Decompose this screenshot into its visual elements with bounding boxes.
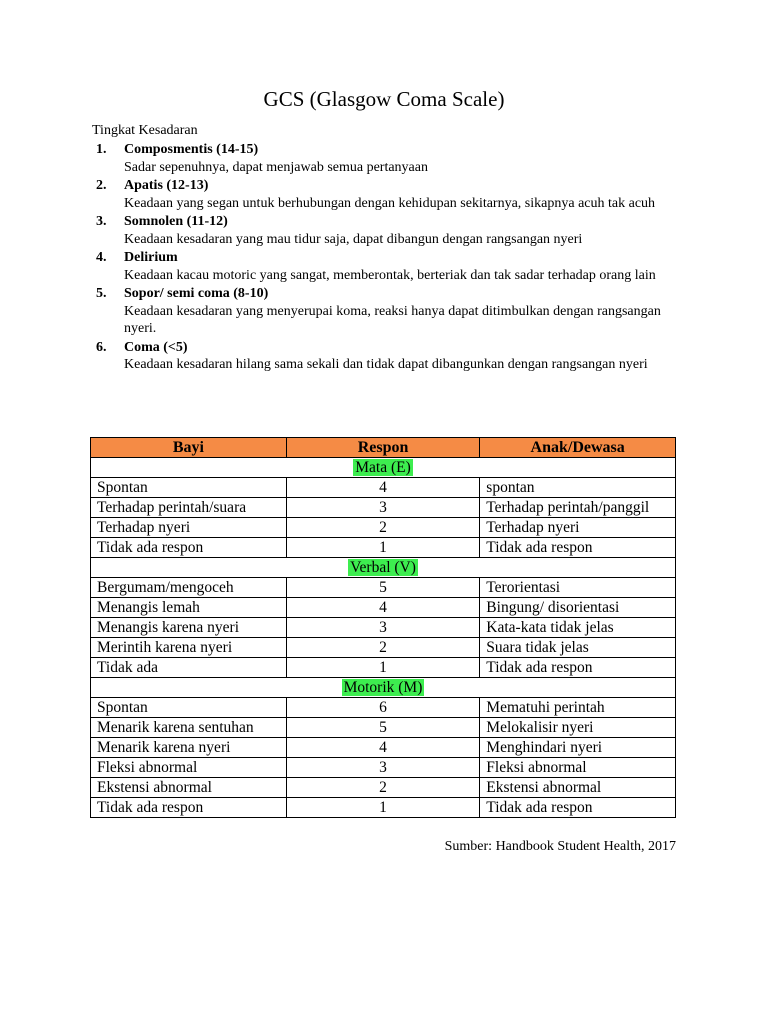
list-heading: Somnolen (11-12) bbox=[124, 214, 228, 229]
cell-bayi: Tidak ada respon bbox=[91, 538, 287, 558]
cell-anak-dewasa: Terhadap perintah/panggil bbox=[480, 498, 676, 518]
cell-bayi: Terhadap perintah/suara bbox=[91, 498, 287, 518]
list-number: 2. bbox=[96, 178, 107, 193]
list-item bbox=[92, 177, 682, 212]
gcs-table bbox=[90, 437, 676, 818]
cell-bayi: Spontan bbox=[91, 478, 287, 498]
cell-respon: 3 bbox=[286, 498, 479, 518]
table-row bbox=[91, 638, 676, 658]
page-title: GCS (Glasgow Coma Scale) bbox=[263, 87, 505, 111]
cell-anak-dewasa: Bingung/ disorientasi bbox=[480, 598, 676, 618]
source-citation: Sumber: Handbook Student Health, 2017 bbox=[444, 839, 676, 854]
category-row bbox=[91, 458, 676, 478]
cell-bayi: Tidak ada bbox=[91, 658, 287, 678]
list-item bbox=[92, 141, 682, 176]
cell-bayi: Tidak ada respon bbox=[91, 798, 287, 818]
cell-respon: 4 bbox=[286, 738, 479, 758]
list-heading: Sopor/ semi coma (8-10) bbox=[124, 286, 269, 301]
table-row bbox=[91, 598, 676, 618]
list-heading: Apatis (12-13) bbox=[124, 178, 209, 193]
cell-anak-dewasa: Tidak ada respon bbox=[480, 658, 676, 678]
cell-bayi: Menangis karena nyeri bbox=[91, 618, 287, 638]
list-description: Keadaan kesadaran yang mau tidur saja, dapat dibangun dengan rangsangan nyeri bbox=[124, 231, 583, 247]
list-description: Keadaan kesadaran yang menyerupai koma, reaksi hanya dapat ditimbulkan dengan rangsangan nyeri. bbox=[124, 303, 661, 336]
table-row bbox=[91, 578, 676, 598]
cell-respon: 1 bbox=[286, 798, 479, 818]
cell-anak-dewasa: Kata-kata tidak jelas bbox=[480, 618, 676, 638]
list-description: Sadar sepenuhnya, dapat menjawab semua pertanyaan bbox=[124, 159, 428, 175]
cell-respon: 2 bbox=[286, 638, 479, 658]
category-label: Mata (E) bbox=[355, 459, 411, 476]
table-row bbox=[91, 758, 676, 778]
category-label: Verbal (V) bbox=[350, 559, 416, 576]
list-description: Keadaan yang segan untuk berhubungan dengan kehidupan sekitarnya, sikapnya acuh tak acuh bbox=[124, 195, 656, 211]
list-heading: Delirium bbox=[124, 250, 178, 265]
cell-respon: 2 bbox=[286, 518, 479, 538]
list-heading: Composmentis (14-15) bbox=[124, 142, 259, 157]
category-row bbox=[91, 558, 676, 578]
cell-anak-dewasa: Suara tidak jelas bbox=[480, 638, 676, 658]
table-row bbox=[91, 738, 676, 758]
category-cell bbox=[91, 558, 676, 578]
cell-anak-dewasa: spontan bbox=[480, 478, 676, 498]
cell-anak-dewasa: Melokalisir nyeri bbox=[480, 718, 676, 738]
column-header-bayi: Bayi bbox=[91, 438, 287, 458]
cell-anak-dewasa: Fleksi abnormal bbox=[480, 758, 676, 778]
list-number: 1. bbox=[96, 142, 107, 157]
cell-bayi: Merintih karena nyeri bbox=[91, 638, 287, 658]
cell-respon: 3 bbox=[286, 758, 479, 778]
cell-anak-dewasa: Tidak ada respon bbox=[480, 798, 676, 818]
cell-anak-dewasa: Menghindari nyeri bbox=[480, 738, 676, 758]
list-description: Keadaan kacau motoric yang sangat, memberontak, berteriak dan tak sadar terhadap orang lain bbox=[124, 267, 656, 283]
cell-anak-dewasa: Ekstensi abnormal bbox=[480, 778, 676, 798]
cell-respon: 5 bbox=[286, 718, 479, 738]
section-intro: Tingkat Kesadaran bbox=[92, 123, 198, 138]
table-row bbox=[91, 618, 676, 638]
cell-bayi: Spontan bbox=[91, 698, 287, 718]
table-row bbox=[91, 538, 676, 558]
cell-respon: 1 bbox=[286, 538, 479, 558]
cell-anak-dewasa: Mematuhi perintah bbox=[480, 698, 676, 718]
table-row bbox=[91, 778, 676, 798]
list-number: 3. bbox=[96, 214, 107, 229]
category-cell bbox=[91, 678, 676, 698]
list-item bbox=[92, 339, 682, 374]
cell-respon: 4 bbox=[286, 598, 479, 618]
cell-respon: 4 bbox=[286, 478, 479, 498]
cell-respon: 2 bbox=[286, 778, 479, 798]
table-row bbox=[91, 498, 676, 518]
category-cell bbox=[91, 458, 676, 478]
cell-anak-dewasa: Terhadap nyeri bbox=[480, 518, 676, 538]
list-number: 5. bbox=[96, 286, 107, 301]
list-description: Keadaan kesadaran hilang sama sekali dan tidak dapat dibangunkan dengan rangsangan nyeri bbox=[124, 357, 648, 372]
table-body bbox=[91, 458, 676, 818]
table-row bbox=[91, 518, 676, 538]
cell-bayi: Terhadap nyeri bbox=[91, 518, 287, 538]
cell-bayi: Bergumam/mengoceh bbox=[91, 578, 287, 598]
table-row bbox=[91, 798, 676, 818]
category-label: Motorik (M) bbox=[343, 679, 423, 696]
list-item bbox=[92, 213, 682, 248]
list-number: 6. bbox=[96, 339, 107, 355]
table-row bbox=[91, 698, 676, 718]
list-item bbox=[92, 285, 682, 338]
cell-anak-dewasa: Terorientasi bbox=[480, 578, 676, 598]
cell-respon: 3 bbox=[286, 618, 479, 638]
table-row bbox=[91, 718, 676, 738]
table-header-row bbox=[91, 438, 676, 458]
column-header-respon: Respon bbox=[286, 438, 479, 458]
cell-anak-dewasa: Tidak ada respon bbox=[480, 538, 676, 558]
cell-respon: 5 bbox=[286, 578, 479, 598]
cell-bayi: Menarik karena sentuhan bbox=[91, 718, 287, 738]
list-number: 4. bbox=[96, 250, 107, 265]
cell-bayi: Menarik karena nyeri bbox=[91, 738, 287, 758]
cell-bayi: Fleksi abnormal bbox=[91, 758, 287, 778]
cell-bayi: Ekstensi abnormal bbox=[91, 778, 287, 798]
cell-bayi: Menangis lemah bbox=[91, 598, 287, 618]
category-row bbox=[91, 678, 676, 698]
list-item bbox=[92, 249, 682, 284]
list-heading: Coma (<5) bbox=[124, 339, 188, 355]
cell-respon: 6 bbox=[286, 698, 479, 718]
consciousness-levels-list bbox=[92, 141, 682, 375]
cell-respon: 1 bbox=[286, 658, 479, 678]
column-header-anak-dewasa: Anak/Dewasa bbox=[480, 438, 676, 458]
table-row bbox=[91, 658, 676, 678]
table-row bbox=[91, 478, 676, 498]
